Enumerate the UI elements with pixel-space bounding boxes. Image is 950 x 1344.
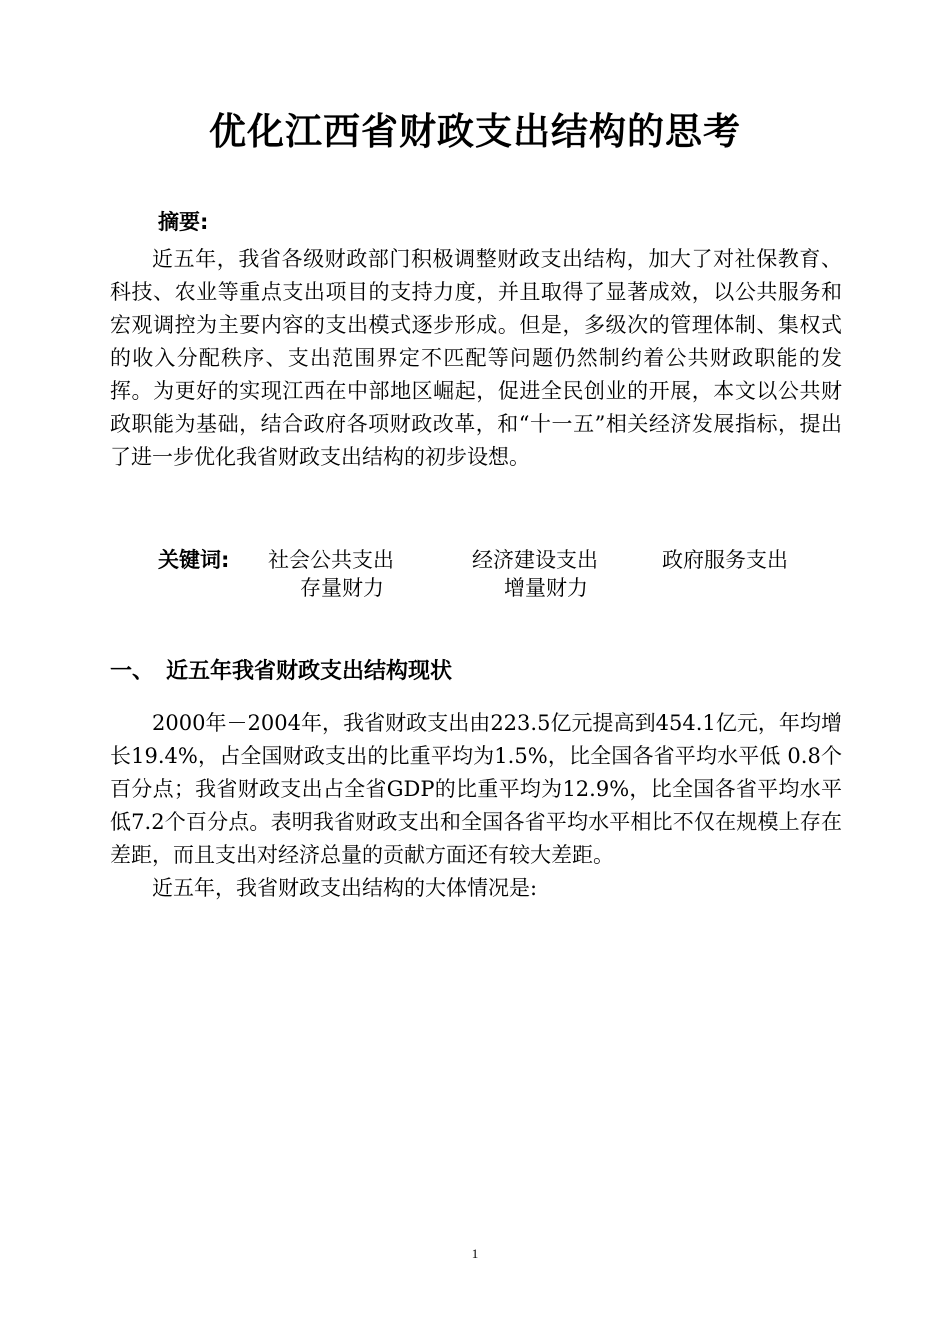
section-paragraph: 2000年－2004年，我省财政支出由223.5亿元提高到454.1亿元，年均增长19.4%，占全国财政支出的比重平均为1.5%，比全国各省平均水平低 0.8个百分点；我省财政支出占全省GDP的比重平均为12.9%，比全国各省平均水平低7.2个百分点。表明我省财政支出和全国各省平均水平相比不仅在规模上存在差距，而且支出对经济总量的贡献方面还有较大差距。 [110,711,842,867]
section-paragraph: 近五年，我省财政支出结构的大体情况是: [152,876,538,900]
page-title: 优化江西省财政支出结构的思考 [209,110,741,153]
keyword-government-service-expenditure: 政府服务支出 [662,548,788,572]
abstract-label: 摘要: [158,210,209,234]
section-heading-text: 近五年我省财政支出结构现状 [166,659,453,684]
section-body [110,707,842,905]
keywords-row [158,545,858,600]
keywords-label: 关键词: [158,548,230,572]
abstract-paragraph: 近五年，我省各级财政部门积极调整财政支出结构，加大了对社保教育、科技、农业等重点支出项目的支持力度，并且取得了显著成效，以公共服务和宏观调控为主要内容的支出模式逐步形成。但是，多级次的管理体制、集权式的收入分配秩序、支出范围界定不匹配等问题仍然制约着公共财政职能的发挥。为更好的实现江西在中部地区崛起，促进全民创业的开展，本文以公共财政职能为基础，结合政府各项财政改革，和“十一五”相关经济发展指标，提出了进一步优化我省财政支出结构的初步设想。 [110,247,842,469]
keyword-incremental-financial-resources: 增量财力 [504,576,588,600]
abstract-body [110,243,842,474]
keyword-stock-financial-resources: 存量财力 [300,576,384,600]
section-number: 一、 [110,659,155,684]
section-heading [110,656,452,688]
page-number: 1 [471,1246,479,1261]
keyword-social-public-expenditure: 社会公共支出 [268,548,394,572]
keyword-economic-construction-expenditure: 经济建设支出 [472,548,598,572]
